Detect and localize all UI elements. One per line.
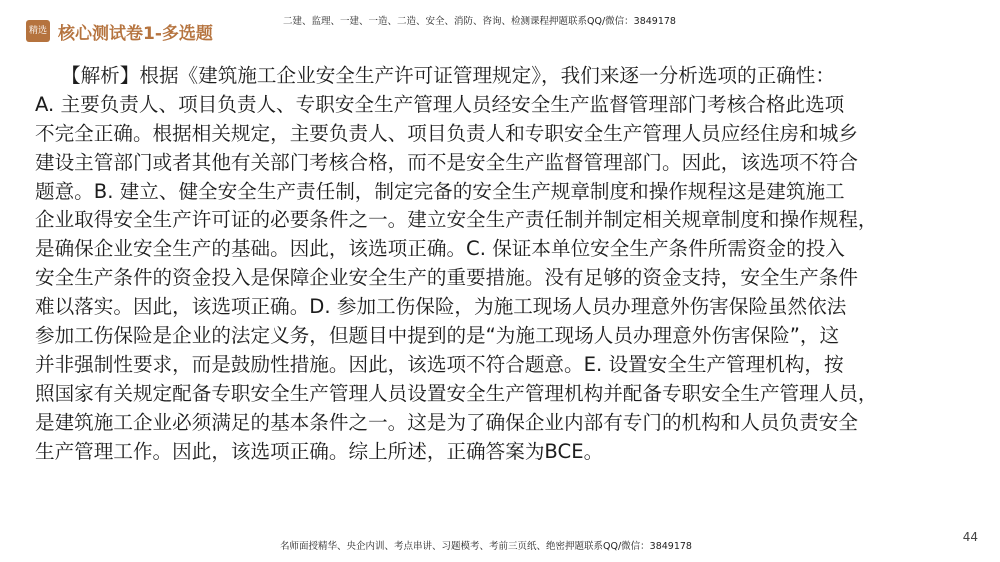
text-line: 题意。B. 建立、健全安全生产责任制，制定完备的安全生产规章制度和操作规程这是建筑施工 xyxy=(35,179,845,203)
text-line: 是建筑施工企业必须满足的基本条件之一。这是为了确保企业内部有专门的机构和人员负责安全 xyxy=(35,410,858,434)
text-line: 不完全正确。根据相关规定，主要负责人、项目负责人和专职安全生产管理人员应经住房和城乡 xyxy=(35,121,858,145)
page-title: 核心测试卷1-多选题 xyxy=(58,24,213,44)
text-line: 是确保企业安全生产的基础。因此，该选项正确。C. 保证本单位安全生产条件所需资金的投入 xyxy=(35,237,845,261)
analysis-text xyxy=(35,62,970,466)
text-line: 生产管理工作。因此，该选项正确。综上所述，正确答案为BCE。 xyxy=(35,439,604,463)
top-contact-notice: 二建、监理、一建、一造、二造、安全、消防、咨询、检测课程押题联系QQ/微信：3849178 xyxy=(283,16,676,27)
text-line: 参加工伤保险是企业的法定义务，但题目中提到的是“为施工现场人员办理意外伤害保险”，这 xyxy=(35,324,840,348)
text-line: 并非强制性要求，而是鼓励性措施。因此，该选项不符合题意。E. 设置安全生产管理机构，按 xyxy=(35,352,844,376)
header xyxy=(0,0,1000,48)
text-line: 建设主管部门或者其他有关部门考核合格，而不是安全生产监督管理部门。因此，该选项不符合 xyxy=(35,150,858,174)
text-line: 难以落实。因此，该选项正确。D. 参加工伤保险，为施工现场人员办理意外伤害保险虽然依法 xyxy=(35,295,847,319)
bottom-contact-notice: 名师面授精华、央企内训、考点串讲、习题模考、考前三页纸、绝密押题联系QQ/微信：3849178 xyxy=(280,541,692,552)
text-line: 【解析】根据《建筑施工企业安全生产许可证管理规定》，我们来逐一分析选项的正确性： xyxy=(61,64,835,87)
text-line: 安全生产条件的资金投入是保障企业安全生产的重要措施。没有足够的资金支持，安全生产条件 xyxy=(35,266,858,290)
text-line: 照国家有关规定配备专职安全生产管理人员设置安全生产管理机构并配备专职安全生产管理人员， xyxy=(35,381,878,405)
text-line: A. 主要负责人、项目负责人、专职安全生产管理人员经安全生产监督管理部门考核合格此选项 xyxy=(35,92,845,116)
text-line: 企业取得安全生产许可证的必要条件之一。建立安全生产责任制并制定相关规章制度和操作规程， xyxy=(35,208,878,232)
page-number: 44 xyxy=(962,530,978,544)
selected-badge: 精选 xyxy=(26,20,50,42)
